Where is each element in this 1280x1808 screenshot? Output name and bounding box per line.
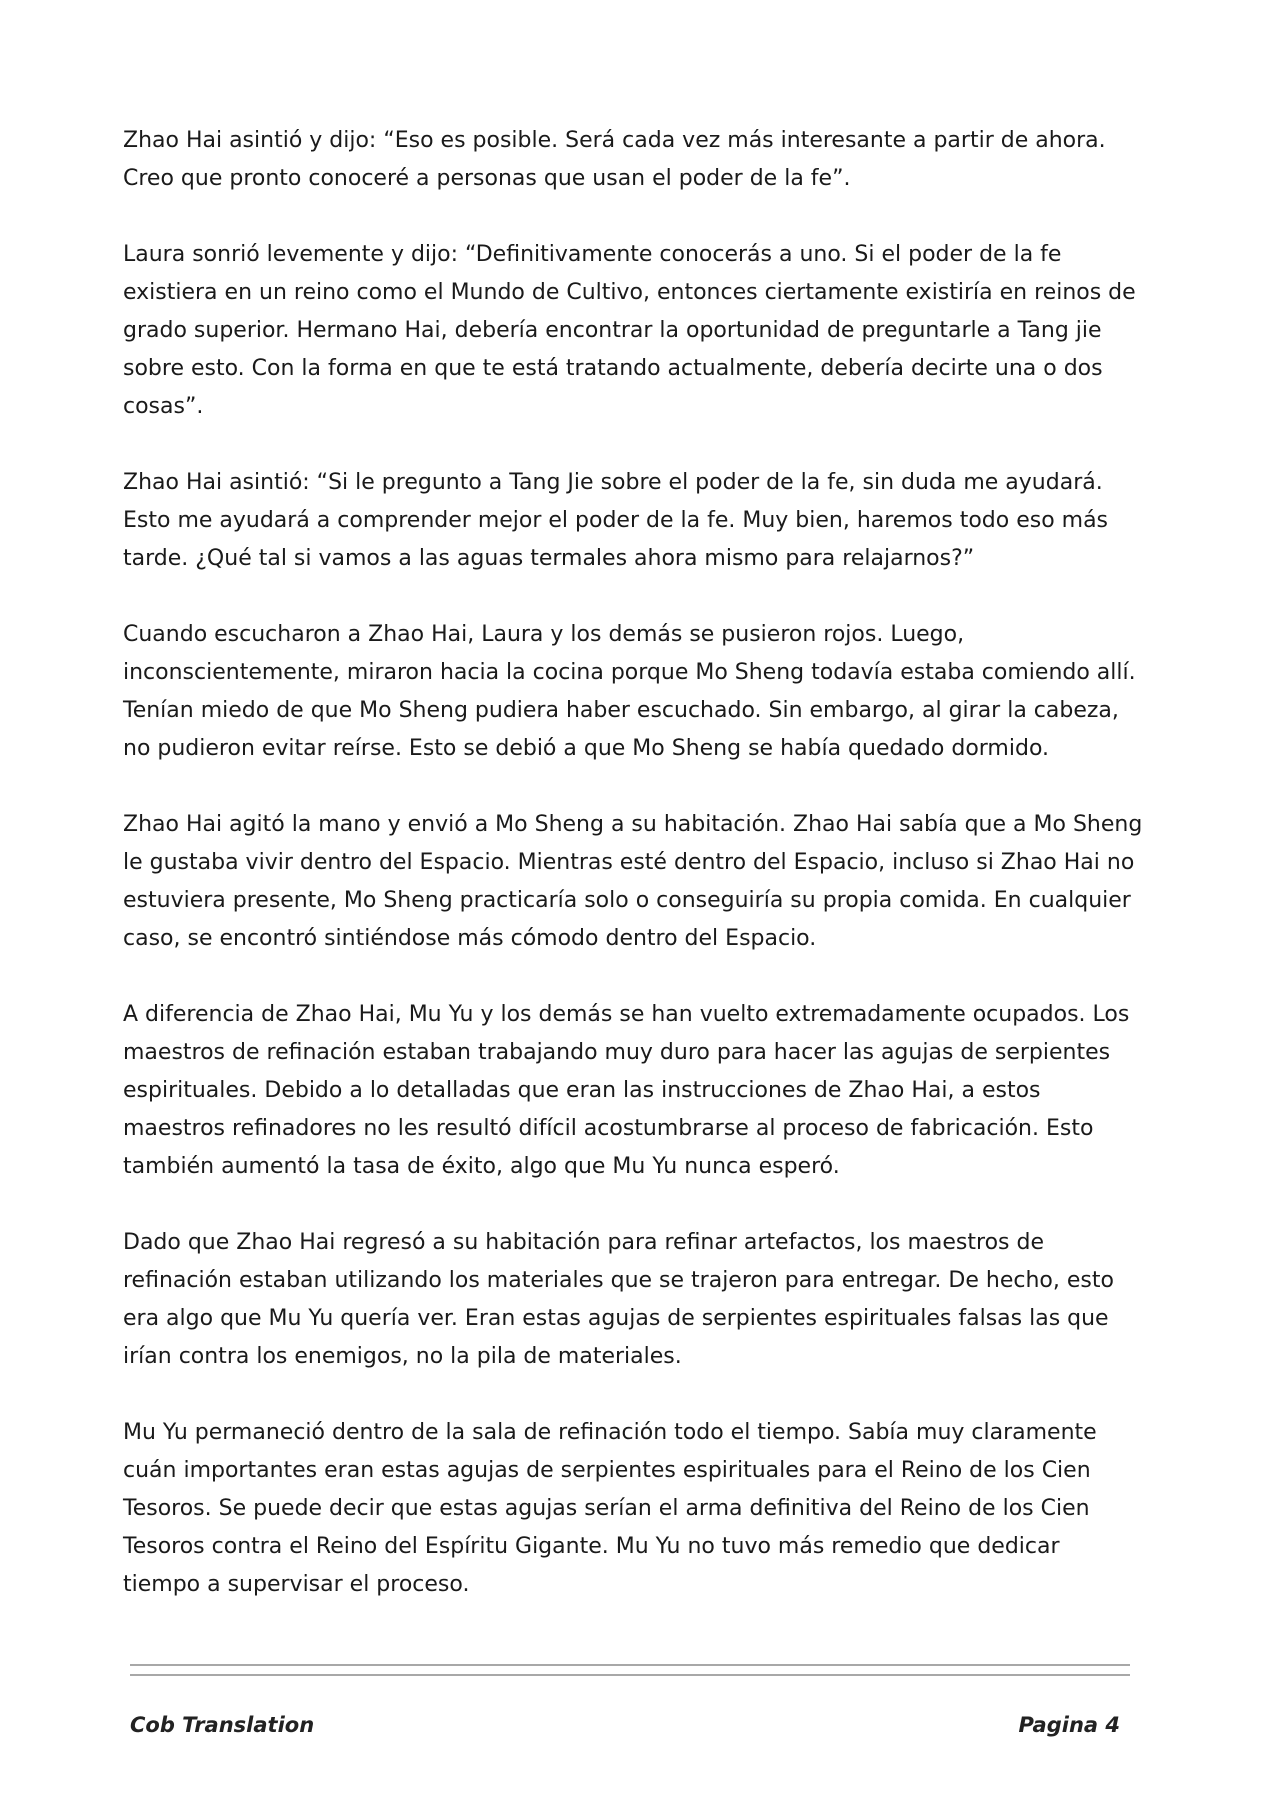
footer-page-number: Pagina 4: [1018, 1713, 1120, 1737]
paragraph-4: Cuando escucharon a Zhao Hai, Laura y los demás se pusieron rojos. Luego, inconscientemente, miraron hacia la cocina porque Mo Sheng todavía estaba comiendo allí. Tenían miedo de que Mo Sheng pudiera haber escuchado. Sin embargo, al girar la cabeza, no pudieron evitar reírse. Esto se debió a que Mo Sheng se había quedado dormido.: [123, 622, 1136, 761]
paragraph-7: Dado que Zhao Hai regresó a su habitación para refinar artefactos, los maestros de refinación estaban utilizando los materiales que se trajeron para entregar. De hecho, esto era algo que Mu Yu quería ver. Eran estas agujas de serpientes espirituales falsas las que irían contra los enemigos, no la pila de materiales.: [123, 1230, 1114, 1369]
paragraph-5: Zhao Hai agitó la mano y envió a Mo Sheng a su habitación. Zhao Hai sabía que a Mo Sheng le gustaba vivir dentro del Espacio. Mientras esté dentro del Espacio, incluso si Zhao Hai no estuviera presente, Mo Sheng practicaría solo o conseguiría su propia comida. En cualquier caso, se encontró sintiéndose más cómodo dentro del Espacio.: [123, 812, 1143, 951]
paragraph-3: Zhao Hai asintió: “Si le pregunto a Tang Jie sobre el poder de la fe, sin duda me ayudará. Esto me ayudará a comprender mejor el poder de la fe. Muy bien, haremos todo eso más tarde. ¿Qué tal si vamos a las aguas termales ahora mismo para relajarnos?”: [123, 470, 1109, 571]
document-body: [123, 122, 1143, 1642]
paragraph-6: A diferencia de Zhao Hai, Mu Yu y los demás se han vuelto extremadamente ocupados. Los maestros de refinación estaban trabajando muy duro para hacer las agujas de serpientes espirituales. Debido a lo detalladas que eran las instrucciones de Zhao Hai, a estos maestros refinadores no les resultó difícil acostumbrarse al proceso de fabricación. Esto también aumentó la tasa de éxito, algo que Mu Yu nunca esperó.: [123, 1002, 1130, 1179]
paragraph-1: Zhao Hai asintió y dijo: “Eso es posible. Será cada vez más interesante a partir de ahora. Creo que pronto conoceré a personas que usan el poder de la fe”.: [123, 128, 1106, 191]
paragraph-8: Mu Yu permaneció dentro de la sala de refinación todo el tiempo. Sabía muy claramente cuán importantes eran estas agujas de serpientes espirituales para el Reino de los Cien Tesoros. Se puede decir que estas agujas serían el arma definitiva del Reino de los Cien Tesoros contra el Reino del Espíritu Gigante. Mu Yu no tuvo más remedio que dedicar tiempo a supervisar el proceso.: [123, 1420, 1097, 1597]
footer-translator-credit: Cob Translation: [130, 1713, 315, 1737]
paragraph-2: Laura sonrió levemente y dijo: “Definitivamente conocerás a uno. Si el poder de la fe existiera en un reino como el Mundo de Cultivo, entonces ciertamente existiría en reinos de grado superior. Hermano Hai, debería encontrar la oportunidad de preguntarle a Tang jie sobre esto. Con la forma en que te está tratando actualmente, debería decirte una o dos cosas”.: [123, 242, 1136, 419]
footer-divider-bottom: [130, 1674, 1130, 1676]
footer-divider-top: [130, 1664, 1130, 1666]
